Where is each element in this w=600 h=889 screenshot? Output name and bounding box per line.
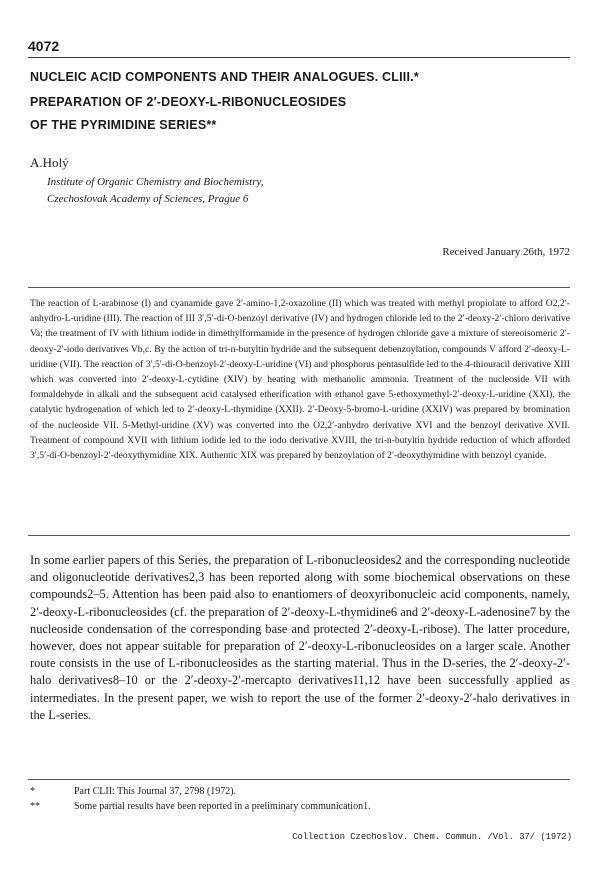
abstract-bottom-rule — [28, 535, 570, 536]
journal-citation: Collection Czechoslov. Chem. Commun. /Vol. 37/ (1972) — [292, 832, 572, 842]
footnote-rule — [28, 779, 570, 780]
footnote-2 — [30, 801, 371, 812]
body-paragraph: In some earlier papers of this Series, the preparation of L-ribonucleosides2 and the corresponding nucleotide and oligonucleotide derivatives2,3 has been reported along with some biochemical observations on these compounds2–5. Attention has been paid also to enantiomers of deoxyribonucleic acid components, namely, 2′-deoxy-L-ribonucleosides (cf. the preparation of 2′-deoxy-L-thymidine6 and 2′-deoxy-L-adenosine7 by the nucleoside condensation of the corresponding base and protected 2′-deoxy-L-ribose). The latter procedure, however, does not appear suitable for preparation of 2′-deoxy-L-ribonucleosides on a larger scale. Another route consists in the use of L-ribonucleosides as the starting material. Thus in the D-series, the 2′-deoxy-2′-halo derivatives8–10 or the 2′-deoxy-2′-mercapto derivatives11,12 have been successfully applied as intermediates. In the present paper, we wish to report the use of the former 2′-deoxy-2′-halo derivatives in the L-series. — [30, 553, 570, 722]
title-line-2: PREPARATION OF 2′-DEOXY-L-RIBONUCLEOSIDES — [30, 95, 347, 109]
affiliation-line-1: Institute of Organic Chemistry and Biochemistry, — [47, 176, 264, 188]
header-rule — [28, 57, 570, 58]
footnote-text: Some partial results have been reported in a preliminary communication1. — [74, 801, 371, 812]
received-date: Received January 26th, 1972 — [442, 246, 570, 258]
footnote-text: Part CLII: This Journal 37, 2798 (1972). — [74, 786, 237, 797]
abstract: The reaction of L-arabinose (I) and cyanamide gave 2′-amino-1,2-oxazoline (II) which was treated with methyl propiolate to afford O2,2′-anhydro-L-uridine (III). The reaction of III 3′,5′-di-O-benzoyl derivative (IV) and hydrogen chloride led to the 2′-deoxy-2′-chloro derivative Va; the treatment of IV with lithium iodide in dimethylformamide in the presence of hydrogen chloride gave a mixture of stereoisomeric 2′-deoxy-2′-iodo derivatives Vb,c. By the action of tri-n-butyltin hydride and the subsequent debenzoylation, compounds V afford 2′-deoxy-L-uridine (VII). The reaction of 3′,5′-di-O-benzoyl-2′-deoxy-L-uridine (VI) and phosphorus pentasulfide led to the 4-thiouracil derivative XIII which was converted into 2′-deoxy-L-cytidine (XIV) by heating with methanolic ammonia. Treatment of the nucleoside VII with formaldehyde in alkali and the subsequent acid catalysed etherification with ethanol gave 5-ethoxymethyl-2′-deoxy-L-uridine (XXI), the catalytic hydrogenation of which led to 2′-deoxy-L-thymidine (XXII). 2′-Deoxy-5-bromo-L-uridine (XXIV) was prepared by bromination of the nucleoside VII. 5-Methyl-uridine (XV) was converted into the O2,2′-anhydro derivative XVI and the benzoyl derivative XVII. Treatment of compound XVII with lithium iodide led to the iodo derivative XVIII, the tri-n-butyltin hydride reduction of which afforded 3′,5′-di-O-benzoyl-2′-deoxythymidine XIX. Authentic XIX was prepared by benzoylation of 2′-deoxythymidine with benzoyl cyanide. — [30, 298, 570, 462]
page-number: 4072 — [28, 38, 60, 54]
abstract-top-rule — [28, 287, 570, 288]
title-line-3: OF THE PYRIMIDINE SERIES** — [30, 118, 217, 132]
title-line-1: NUCLEIC ACID COMPONENTS AND THEIR ANALOGUES. CLIII.* — [30, 70, 419, 84]
footnote-mark: ** — [30, 801, 40, 812]
footnote-mark: * — [30, 786, 35, 797]
affiliation-line-2: Czechoslovak Academy of Sciences, Prague 6 — [47, 193, 249, 205]
author-name: A.Holý — [30, 155, 69, 170]
footnote-1 — [30, 786, 236, 797]
